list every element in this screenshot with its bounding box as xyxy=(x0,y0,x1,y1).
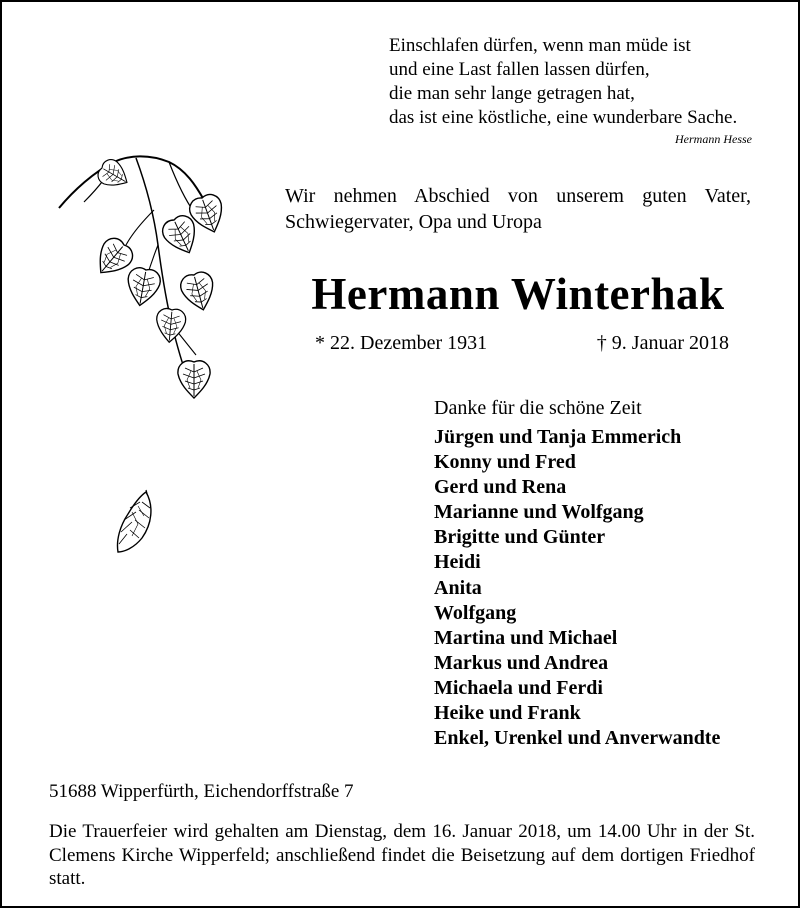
birch-branch-icon xyxy=(54,150,234,420)
mourners-list xyxy=(434,425,720,751)
mourner-name: Michaela und Ferdi xyxy=(434,676,603,699)
mourner-name: Heidi xyxy=(434,551,481,574)
mourner-name: Anita xyxy=(434,576,482,599)
poem xyxy=(389,34,759,130)
mourner-name: Enkel, Urenkel und Anverwandte xyxy=(434,727,721,750)
poem-line: die man sehr lange getragen hat, xyxy=(389,83,635,104)
falling-leaf-icon xyxy=(112,488,158,556)
farewell-intro: Wir nehmen Abschied von unserem guten Vater, Schwiegervater, Opa und Uropa xyxy=(285,185,751,233)
death-date: † 9. Januar 2018 xyxy=(596,332,729,354)
poem-line: Einschlafen dürfen, wenn man müde ist xyxy=(389,35,691,56)
mourner-name: Gerd und Rena xyxy=(434,476,567,499)
mourner-name: Heike und Frank xyxy=(434,702,581,725)
mourner-name: Marianne und Wolfgang xyxy=(434,501,644,524)
poem-line: und eine Last fallen lassen dürfen, xyxy=(389,59,650,80)
mourner-name: Konny und Fred xyxy=(434,451,576,474)
poem-line: das ist eine köstliche, eine wunderbare Sache. xyxy=(389,107,738,128)
mourner-name: Wolfgang xyxy=(434,601,517,624)
ceremony-info: Die Trauerfeier wird gehalten am Dienstag, dem 16. Januar 2018, um 14.00 Uhr in der St. Clemens Kirche Wipperfeld; anschließend findet die Beisetzung auf dem dortigen Friedhof statt. xyxy=(49,821,755,889)
address: 51688 Wipperfürth, Eichendorffstraße 7 xyxy=(49,781,354,802)
mourner-name: Markus und Andrea xyxy=(434,651,609,674)
deceased-name: Hermann Winterhak xyxy=(311,269,725,319)
mourner-name: Brigitte und Günter xyxy=(434,526,606,549)
poem-author: Hermann Hesse xyxy=(675,132,752,146)
thanks-intro: Danke für die schöne Zeit xyxy=(434,397,642,419)
birth-date: * 22. Dezember 1931 xyxy=(315,332,488,354)
mourner-name: Jürgen und Tanja Emmerich xyxy=(434,426,682,448)
mourner-name: Martina und Michael xyxy=(434,626,618,649)
